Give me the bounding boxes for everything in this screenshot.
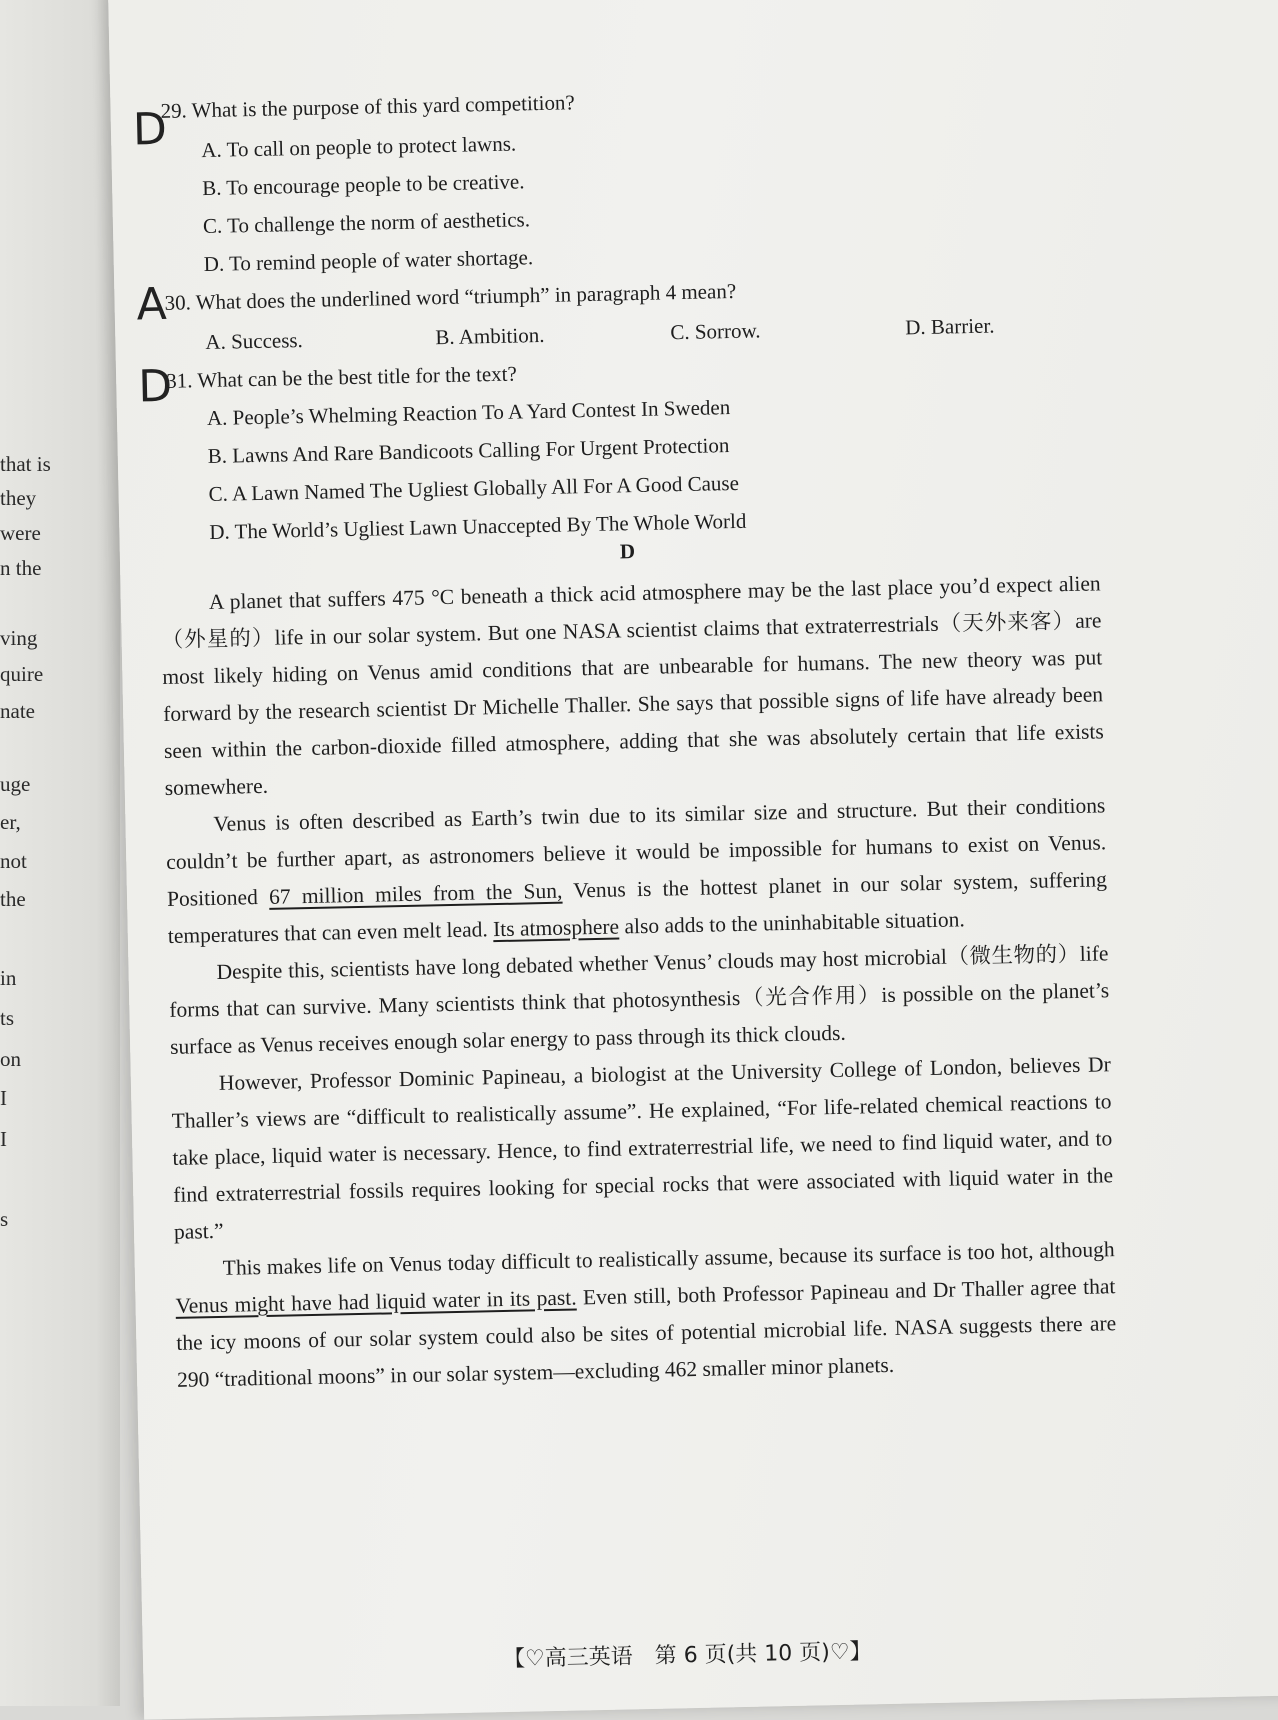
fragment-text: that is — [0, 452, 51, 476]
question-29-option-b: B. To encourage people to be creative. — [201, 169, 525, 201]
passage-paragraph: Venus is often described as Earth’s twin due to its similar size and structure. But their conditions couldn’t be further apart, as astronomers believe it would be impossible for humans to exist on Venus. Positioned 67 million miles from the Sun, Venus is the hottest planet in our solar system, suffering temperatures that can even melt lead. Its atmosphere also adds to the uninhabitable situation. — [166, 793, 1108, 948]
fragment-text: n the — [0, 556, 42, 580]
question-29-stem: 29. What is the purpose of this yard competition? — [160, 90, 575, 123]
question-30-option-a: A. Success. — [205, 328, 304, 355]
question-30-option-b: B. Ambition. — [435, 322, 545, 350]
handwritten-answer-mark: D — [132, 103, 168, 156]
question-31-option-b: B. Lawns And Rare Bandicoots Calling For Urgent Protection — [207, 433, 730, 469]
fragment-text: s — [0, 1207, 9, 1231]
section-label: D — [619, 539, 636, 564]
question-30-option-d: D. Barrier. — [904, 313, 995, 340]
handwritten-answer-mark: D — [137, 360, 173, 413]
passage-paragraph: This makes life on Venus today difficult to realistically assume, because its surface is too hot, although Venus might have had liquid water in its past. Even still, both Professor Papineau and Dr Thaller agree that the icy moons of our solar system could also be sites of potential microbial life. NASA suggests there are 290 “traditional moons” in our solar system—excluding 462 smaller minor planets. — [175, 1237, 1117, 1392]
exam-page — [108, 0, 1278, 1720]
fragment-text: not — [0, 849, 27, 873]
fragment-text: were — [0, 521, 41, 545]
fragment-text: uge — [0, 772, 31, 796]
page-footer: 【♡高三英语 第 6 页(共 10 页)♡】 — [502, 1639, 872, 1673]
handwritten-underline: Venus might have had liquid water in its past. — [175, 1285, 577, 1318]
question-29-option-d: D. To remind people of water shortage. — [203, 245, 534, 277]
fragment-text: in — [0, 966, 17, 990]
handwritten-answer-mark: A — [136, 278, 168, 331]
fragment-text: ts — [0, 1006, 15, 1030]
passage-paragraph: However, Professor Dominic Papineau, a biologist at the University College of London, believes Dr Thaller’s views are “difficult to realistically assume”. He explained, “For life-related chemical reactions to take place, liquid water is necessary. Hence, to find extraterrestrial life, we need to find liquid water, and to find extraterrestrial fossils requires looking for special rocks that were associated with liquid water in the past.” — [171, 1052, 1114, 1244]
passage-paragraph: Despite this, scientists have long debated whether Venus’ clouds may host microbial（微生物的）life forms that can survive. Many scientists think that photosynthesis（光合作用）is possible on the planet’s surface as Venus receives enough solar energy to pass through its thick clouds. — [169, 941, 1110, 1059]
question-29-option-c: C. To challenge the norm of aesthetics. — [202, 207, 531, 239]
question-30-stem: 30. What does the underlined word “triumph” in paragraph 4 mean? — [164, 278, 737, 315]
fragment-text: I — [0, 1127, 7, 1151]
handwritten-underline: Its atmosphere — [492, 914, 620, 942]
question-30-option-c: C. Sorrow. — [670, 318, 761, 345]
fragment-text: er, — [0, 810, 21, 834]
fragment-text: on — [0, 1047, 21, 1071]
question-29-option-a: A. To call on people to protect lawns. — [201, 131, 517, 163]
question-31-stem: 31. What can be the best title for the text? — [165, 361, 518, 393]
fragment-text: nate — [0, 699, 35, 723]
reading-passage — [160, 565, 1117, 1399]
handwritten-underline: 67 million miles from the Sun, — [268, 878, 563, 909]
fragment-text: I — [0, 1086, 7, 1110]
fragment-text: the — [0, 887, 26, 911]
question-31-option-d: D. The World’s Ugliest Lawn Unaccepted By The Whole World — [209, 508, 747, 544]
fragment-text: quire — [0, 662, 44, 686]
question-31-option-c: C. A Lawn Named The Ugliest Globally All For A Good Cause — [208, 470, 740, 507]
fragment-text: ving — [0, 626, 38, 650]
fragment-text: they — [0, 486, 37, 510]
question-31-option-a: A. People’s Whelming Reaction To A Yard Contest In Sweden — [206, 395, 731, 431]
passage-paragraph: A planet that suffers 475 °C beneath a thick acid atmosphere may be the last place you’d expect alien（外星的）life in our solar system. But one NASA scientist claims that extraterrestrials（天外来客）are most likely hiding on Venus amid conditions that are unbearable for humans. The new theory was put forward by the research scientist Dr Michelle Thaller. She says that possible signs of life have already been seen within the carbon-dioxide filled atmosphere, adding that she was absolutely certain that life exists somewhere. — [161, 571, 1104, 800]
adjacent-page-edge — [0, 0, 120, 1706]
